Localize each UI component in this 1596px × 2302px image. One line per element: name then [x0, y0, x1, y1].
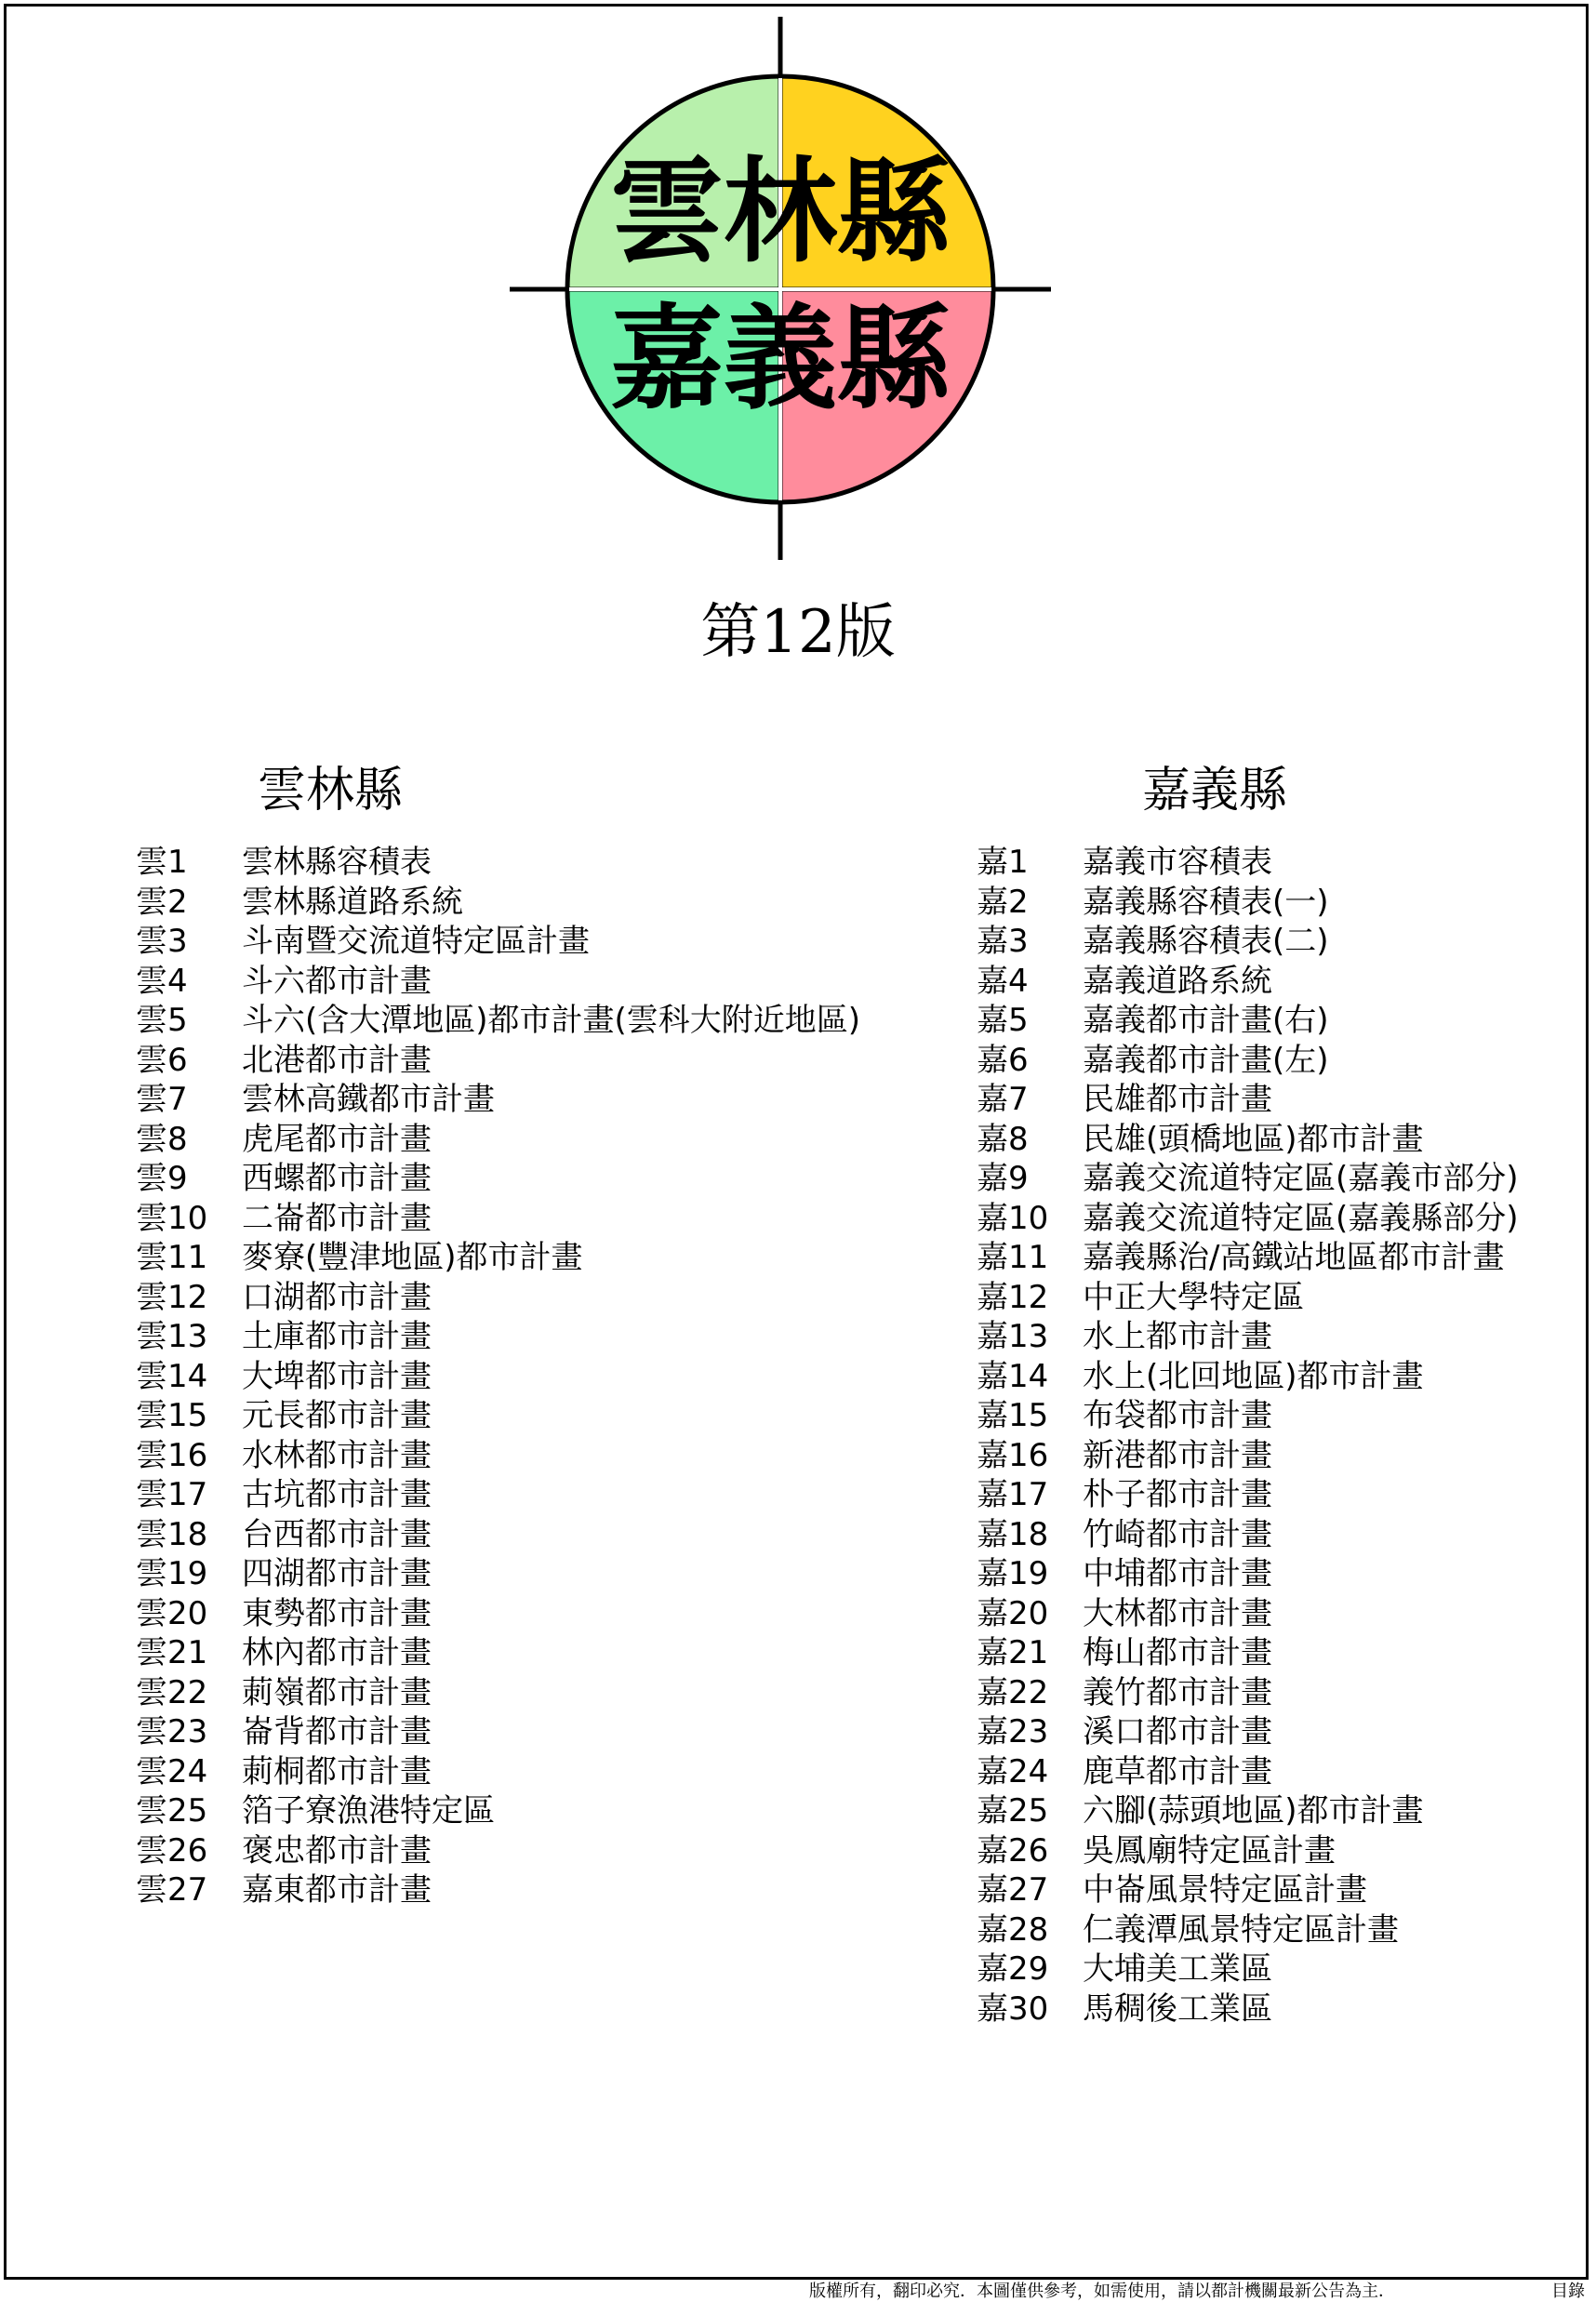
- list-item[interactable]: [977, 1831, 1519, 1871]
- map-title: 莿嶺都市計畫: [242, 1673, 432, 1711]
- list-item[interactable]: [977, 1080, 1519, 1120]
- map-code: 雲9: [136, 1160, 188, 1197]
- list-item[interactable]: [136, 1041, 860, 1081]
- list-item[interactable]: [136, 1673, 860, 1713]
- map-code: 嘉21: [977, 1634, 1049, 1671]
- map-code: 雲3: [136, 923, 188, 960]
- map-title: 雲林縣道路系統: [242, 883, 463, 921]
- map-code: 嘉17: [977, 1476, 1049, 1513]
- map-code: 嘉27: [977, 1871, 1049, 1909]
- map-title: 嘉義都市計畫(左): [1083, 1041, 1329, 1079]
- list-item[interactable]: [977, 1238, 1519, 1278]
- county-emblem: [510, 13, 1051, 562]
- map-code: 嘉16: [977, 1436, 1049, 1474]
- list-item[interactable]: [136, 1317, 860, 1357]
- map-code: 嘉5: [977, 1002, 1029, 1039]
- list-item[interactable]: [977, 1317, 1519, 1357]
- map-title: 四湖都市計畫: [242, 1555, 432, 1592]
- map-code: 雲18: [136, 1515, 208, 1553]
- map-title: 大埤都市計畫: [242, 1357, 432, 1395]
- map-title: 中崙風景特定區計畫: [1083, 1871, 1367, 1909]
- map-title: 水林都市計畫: [242, 1436, 432, 1474]
- map-code: 雲7: [136, 1081, 188, 1118]
- map-title: 嘉東都市計畫: [242, 1871, 432, 1909]
- list-item[interactable]: [977, 1120, 1519, 1160]
- map-title: 民雄(頭橋地區)都市計畫: [1083, 1120, 1424, 1158]
- map-title: 斗六都市計畫: [242, 962, 432, 1000]
- map-code: 雲19: [136, 1555, 208, 1592]
- list-item[interactable]: [136, 1120, 860, 1160]
- map-code: 雲1: [136, 844, 188, 881]
- map-title: 二崙都市計畫: [242, 1199, 432, 1237]
- map-code: 嘉20: [977, 1594, 1049, 1632]
- map-code: 雲27: [136, 1871, 208, 1909]
- map-code: 雲21: [136, 1634, 208, 1671]
- map-code: 嘉23: [977, 1713, 1049, 1750]
- map-title: 台西都市計畫: [242, 1515, 432, 1553]
- list-item[interactable]: [977, 1870, 1519, 1910]
- map-title: 土庫都市計畫: [242, 1318, 432, 1355]
- list-item[interactable]: [136, 843, 860, 883]
- map-title: 林內都市計畫: [242, 1634, 432, 1671]
- map-code: 嘉28: [977, 1910, 1049, 1949]
- map-title: 褒忠都市計畫: [242, 1831, 432, 1870]
- map-title: 大林都市計畫: [1083, 1594, 1272, 1632]
- map-code: 嘉12: [977, 1278, 1049, 1316]
- map-code: 雲22: [136, 1673, 208, 1711]
- map-title: 虎尾都市計畫: [242, 1120, 432, 1158]
- list-item[interactable]: [136, 962, 860, 1002]
- list-item[interactable]: [977, 1949, 1519, 1989]
- map-title: 布袋都市計畫: [1083, 1397, 1272, 1434]
- map-code: 雲25: [136, 1792, 208, 1830]
- map-title: 嘉義縣容積表(一): [1083, 883, 1329, 921]
- map-code: 雲16: [136, 1436, 208, 1474]
- emblem-graphic: [510, 13, 1051, 562]
- yunlin-heading: 雲林縣: [257, 763, 403, 818]
- map-title: 古坑都市計畫: [242, 1476, 432, 1513]
- map-code: 雲12: [136, 1278, 208, 1316]
- map-code: 嘉2: [977, 883, 1029, 921]
- list-item[interactable]: [977, 922, 1519, 962]
- map-title: 民雄都市計畫: [1083, 1081, 1272, 1118]
- list-item[interactable]: [977, 1475, 1519, 1515]
- list-item[interactable]: [136, 922, 860, 962]
- map-title: 斗六(含大潭地區)都市計畫(雲科大附近地區): [242, 1002, 861, 1039]
- map-title: 大埔美工業區: [1083, 1950, 1272, 1988]
- list-item[interactable]: [977, 1633, 1519, 1673]
- list-item[interactable]: [136, 1712, 860, 1752]
- list-item[interactable]: [977, 1436, 1519, 1476]
- map-title: 朴子都市計畫: [1083, 1476, 1272, 1513]
- map-code: 雲6: [136, 1041, 188, 1079]
- map-code: 雲15: [136, 1397, 208, 1434]
- map-code: 雲5: [136, 1002, 188, 1039]
- map-title: 嘉義交流道特定區(嘉義市部分): [1083, 1160, 1519, 1197]
- list-item[interactable]: [136, 1080, 860, 1120]
- list-item[interactable]: [136, 1752, 860, 1792]
- map-title: 梅山都市計畫: [1083, 1634, 1272, 1671]
- map-title: 口湖都市計畫: [242, 1278, 432, 1316]
- list-item[interactable]: [977, 1357, 1519, 1397]
- list-item[interactable]: [977, 1791, 1519, 1831]
- map-title: 水上都市計畫: [1083, 1318, 1272, 1355]
- map-code: 雲13: [136, 1318, 208, 1355]
- list-item[interactable]: [977, 1041, 1519, 1081]
- list-item[interactable]: [136, 1238, 860, 1278]
- list-item[interactable]: [136, 1594, 860, 1634]
- map-title: 雲林高鐵都市計畫: [242, 1081, 495, 1118]
- map-title: 嘉義縣容積表(二): [1083, 923, 1329, 960]
- map-title: 六腳(蒜頭地區)都市計畫: [1083, 1792, 1424, 1830]
- map-title: 西螺都市計畫: [242, 1160, 432, 1197]
- list-item[interactable]: [977, 1910, 1519, 1950]
- map-code: 雲2: [136, 883, 188, 921]
- map-title: 竹崎都市計畫: [1083, 1515, 1272, 1553]
- list-item[interactable]: [136, 1278, 860, 1318]
- list-item[interactable]: [977, 1673, 1519, 1713]
- map-code: 嘉26: [977, 1831, 1049, 1870]
- list-item[interactable]: [977, 1712, 1519, 1752]
- map-code: 嘉4: [977, 962, 1029, 1000]
- map-code: 嘉18: [977, 1515, 1049, 1553]
- list-item[interactable]: [977, 1752, 1519, 1792]
- map-code: 嘉25: [977, 1792, 1049, 1830]
- map-code: 嘉13: [977, 1318, 1049, 1355]
- yunlin-map-list: [136, 843, 860, 1910]
- list-item[interactable]: [977, 843, 1519, 883]
- map-code: 嘉3: [977, 923, 1029, 960]
- list-item[interactable]: [136, 1159, 860, 1199]
- map-title: 莿桐都市計畫: [242, 1752, 432, 1790]
- list-item[interactable]: [977, 1515, 1519, 1555]
- list-item[interactable]: [136, 1475, 860, 1515]
- map-title: 雲林縣容積表: [242, 844, 432, 881]
- list-item[interactable]: [136, 1554, 860, 1594]
- list-item[interactable]: [977, 1278, 1519, 1318]
- chiayi-map-list: [977, 843, 1519, 2029]
- list-item[interactable]: [977, 1554, 1519, 1594]
- map-title: 麥寮(豐津地區)都市計畫: [242, 1239, 583, 1276]
- list-item[interactable]: [977, 1396, 1519, 1436]
- list-item[interactable]: [136, 1791, 860, 1831]
- map-code: 嘉10: [977, 1199, 1049, 1237]
- map-code: 嘉1: [977, 844, 1029, 881]
- list-item[interactable]: [136, 883, 860, 923]
- emblem-title-yunlin: 雲林縣: [610, 144, 951, 278]
- toc-link[interactable]: 目錄: [1551, 2282, 1585, 2301]
- list-item[interactable]: [977, 1594, 1519, 1634]
- map-code: 雲10: [136, 1199, 208, 1237]
- list-item[interactable]: [977, 1989, 1519, 2029]
- map-code: 嘉8: [977, 1120, 1029, 1158]
- map-title: 吳鳳廟特定區計畫: [1083, 1831, 1336, 1870]
- list-item[interactable]: [977, 962, 1519, 1002]
- map-code: 嘉14: [977, 1357, 1049, 1395]
- map-code: 雲20: [136, 1594, 208, 1632]
- map-title: 中埔都市計畫: [1083, 1555, 1272, 1592]
- map-title: 鹿草都市計畫: [1083, 1752, 1272, 1790]
- emblem-title-chiayi: 嘉義縣: [610, 291, 951, 425]
- map-code: 雲8: [136, 1120, 188, 1158]
- map-code: 雲26: [136, 1831, 208, 1870]
- map-code: 嘉9: [977, 1160, 1029, 1197]
- map-code: 雲4: [136, 962, 188, 1000]
- map-title: 嘉義道路系統: [1083, 962, 1272, 1000]
- map-code: 嘉19: [977, 1555, 1049, 1592]
- map-code: 嘉24: [977, 1752, 1049, 1790]
- map-code: 嘉22: [977, 1673, 1049, 1711]
- map-title: 溪口都市計畫: [1083, 1713, 1272, 1750]
- map-title: 嘉義交流道特定區(嘉義縣部分): [1083, 1199, 1519, 1237]
- list-item[interactable]: [136, 1515, 860, 1555]
- map-title: 義竹都市計畫: [1083, 1673, 1272, 1711]
- map-title: 嘉義市容積表: [1083, 844, 1272, 881]
- list-item[interactable]: [136, 1357, 860, 1397]
- chiayi-heading: 嘉義縣: [1141, 763, 1287, 818]
- map-title: 中正大學特定區: [1083, 1278, 1304, 1316]
- list-item[interactable]: [136, 1396, 860, 1436]
- map-title: 新港都市計畫: [1083, 1436, 1272, 1474]
- list-item[interactable]: [136, 1001, 860, 1041]
- map-title: 東勢都市計畫: [242, 1594, 432, 1632]
- map-title: 崙背都市計畫: [242, 1713, 432, 1750]
- list-item[interactable]: [136, 1831, 860, 1871]
- map-title: 水上(北回地區)都市計畫: [1083, 1357, 1424, 1395]
- map-code: 雲24: [136, 1752, 208, 1790]
- list-item[interactable]: [977, 1199, 1519, 1239]
- map-code: 嘉11: [977, 1239, 1049, 1276]
- map-code: 雲11: [136, 1239, 208, 1276]
- map-title: 嘉義都市計畫(右): [1083, 1002, 1329, 1039]
- map-title: 馬稠後工業區: [1083, 1989, 1272, 2028]
- edition-label: 第12版: [700, 598, 896, 667]
- list-item[interactable]: [136, 1870, 860, 1910]
- list-item[interactable]: [136, 1199, 860, 1239]
- list-item[interactable]: [136, 1436, 860, 1476]
- map-title: 仁義潭風景特定區計畫: [1083, 1910, 1399, 1949]
- map-code: 雲14: [136, 1357, 208, 1395]
- map-code: 嘉6: [977, 1041, 1029, 1079]
- map-code: 嘉29: [977, 1950, 1049, 1988]
- copyright-note: 版權所有，翻印必究．本圖僅供參考，如需使用，請以都計機關最新公告為主．: [809, 2282, 1395, 2301]
- list-item[interactable]: [136, 1633, 860, 1673]
- map-code: 雲17: [136, 1476, 208, 1513]
- list-item[interactable]: [977, 1159, 1519, 1199]
- map-title: 嘉義縣治/高鐵站地區都市計畫: [1083, 1239, 1505, 1276]
- map-code: 嘉30: [977, 1989, 1049, 2028]
- map-code: 嘉7: [977, 1081, 1029, 1118]
- map-title: 北港都市計畫: [242, 1041, 432, 1079]
- map-code: 嘉15: [977, 1397, 1049, 1434]
- list-item[interactable]: [977, 1001, 1519, 1041]
- map-title: 元長都市計畫: [242, 1397, 432, 1434]
- map-title: 斗南暨交流道特定區計畫: [242, 923, 590, 960]
- map-title: 箔子寮漁港特定區: [242, 1792, 495, 1830]
- map-code: 雲23: [136, 1713, 208, 1750]
- list-item[interactable]: [977, 883, 1519, 923]
